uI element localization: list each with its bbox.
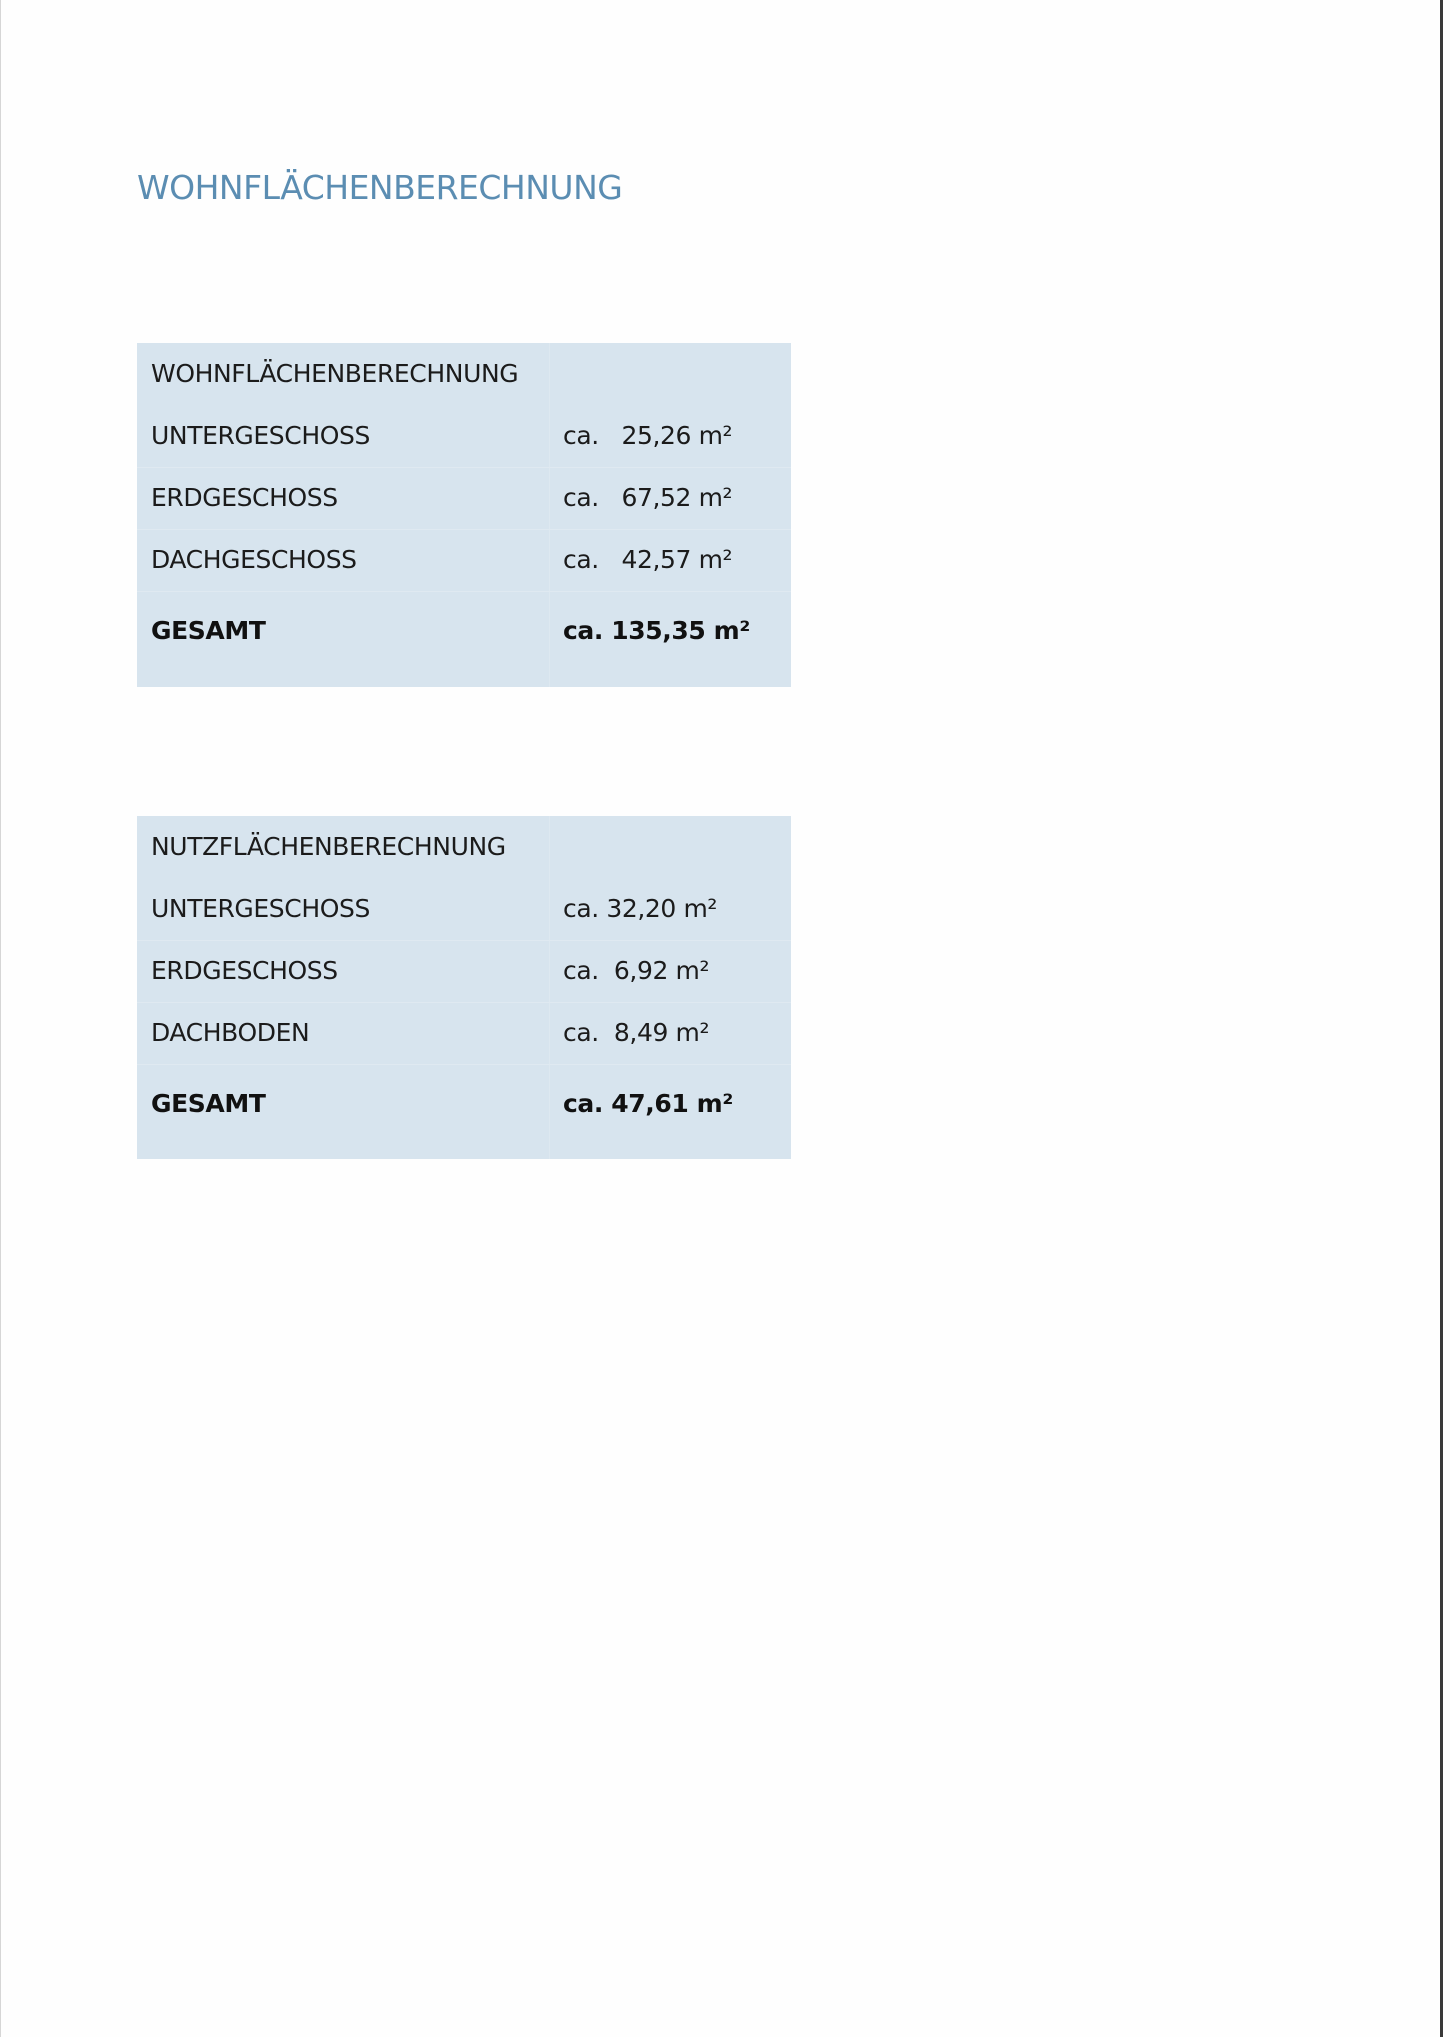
total-value: ca. 47,61 m²: [563, 1089, 733, 1118]
area-value: ca. 6,92 m²: [563, 956, 710, 985]
page-title: WOHNFLÄCHENBERECHNUNG: [137, 168, 623, 207]
usable-area-table: [137, 816, 791, 1159]
table-heading-row: [137, 816, 791, 878]
area-value: ca. 42,57 m²: [563, 545, 733, 574]
area-value: ca. 67,52 m²: [563, 483, 733, 512]
total-row: [137, 1064, 791, 1144]
table-row: [137, 529, 791, 591]
floor-label: ERDGESCHOSS: [151, 483, 338, 512]
floor-label: UNTERGESCHOSS: [151, 894, 370, 923]
total-label: GESAMT: [151, 1089, 266, 1118]
area-value: ca. 32,20 m²: [563, 894, 718, 923]
total-label: GESAMT: [151, 616, 266, 645]
total-row: [137, 591, 791, 671]
floor-label: UNTERGESCHOSS: [151, 421, 370, 450]
table-row: [137, 940, 791, 1002]
table-heading-row: [137, 343, 791, 405]
table-row: [137, 405, 791, 467]
table-row: [137, 878, 791, 940]
floor-label: ERDGESCHOSS: [151, 956, 338, 985]
area-value: ca. 8,49 m²: [563, 1018, 710, 1047]
floor-label: DACHBODEN: [151, 1018, 310, 1047]
living-area-table: [137, 343, 791, 687]
table-heading: WOHNFLÄCHENBERECHNUNG: [151, 359, 519, 388]
floor-label: DACHGESCHOSS: [151, 545, 357, 574]
table-row: [137, 1002, 791, 1064]
total-value: ca. 135,35 m²: [563, 616, 750, 645]
area-value: ca. 25,26 m²: [563, 421, 733, 450]
table-row: [137, 467, 791, 529]
table-heading: NUTZFLÄCHENBERECHNUNG: [151, 832, 506, 861]
